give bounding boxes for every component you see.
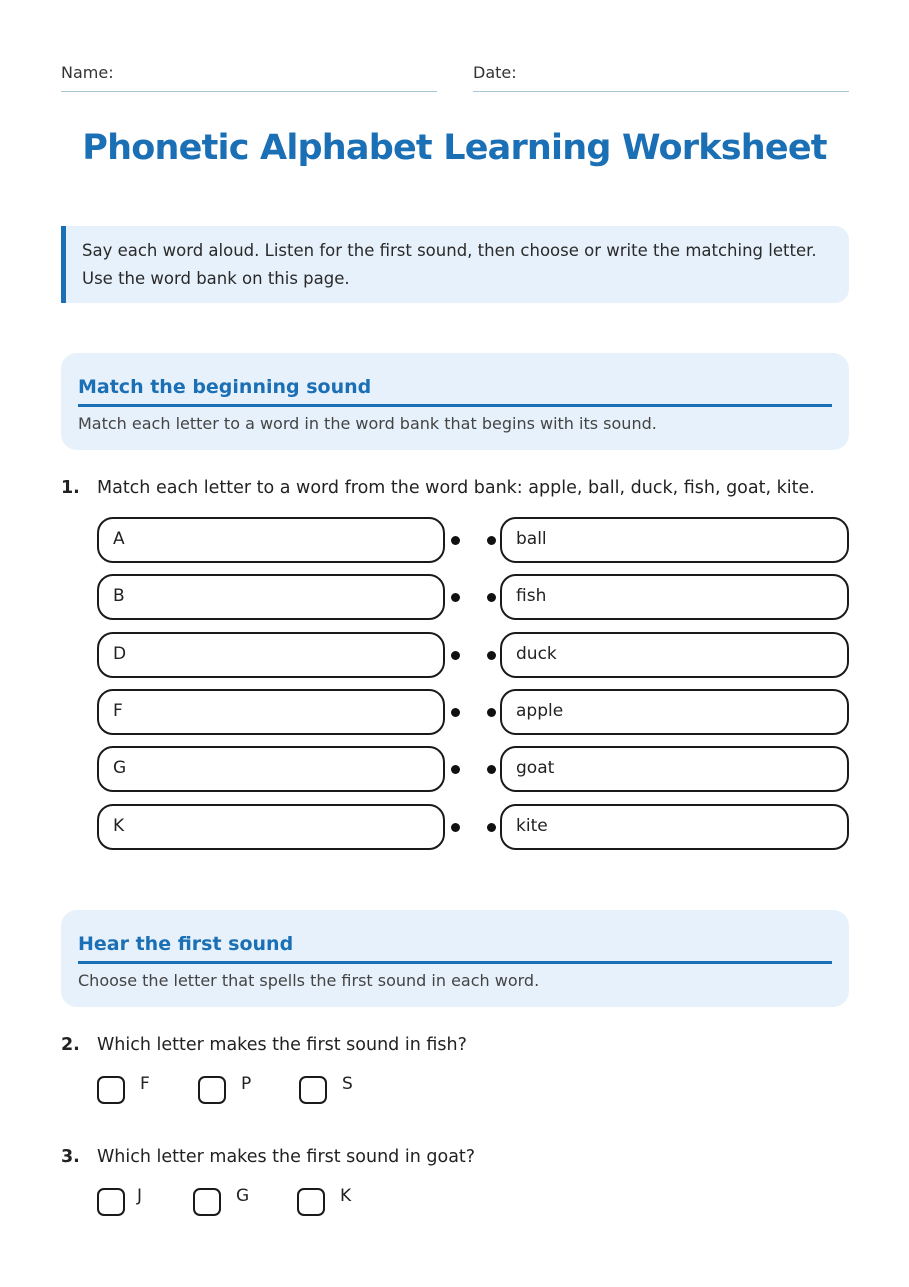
- connector-dot-left[interactable]: [451, 765, 460, 774]
- option-label: P: [241, 1074, 252, 1094]
- section-description: Choose the letter that spells the first sound in each word.: [78, 971, 540, 990]
- checkbox[interactable]: [198, 1076, 226, 1104]
- question-2: [61, 1035, 467, 1055]
- match-right-item[interactable]: apple: [500, 689, 849, 735]
- question-text: Match each letter to a word from the word bank: apple, ball, duck, fish, goat, kite.: [97, 478, 815, 498]
- connector-dot-right[interactable]: [487, 765, 496, 774]
- checkbox[interactable]: [299, 1076, 327, 1104]
- question-number: 3.: [61, 1147, 80, 1167]
- checkbox[interactable]: [297, 1188, 325, 1216]
- question-number: 1.: [61, 478, 80, 498]
- connector-dot-right[interactable]: [487, 823, 496, 832]
- match-left-item[interactable]: D: [97, 632, 445, 678]
- option-label: F: [140, 1074, 150, 1094]
- match-row: [0, 517, 909, 565]
- section-title: Hear the first sound: [78, 927, 832, 964]
- section-description: Match each letter to a word in the word bank that begins with its sound.: [78, 414, 657, 433]
- question-text: Which letter makes the first sound in goat?: [97, 1147, 476, 1167]
- match-right-item[interactable]: goat: [500, 746, 849, 792]
- connector-dot-left[interactable]: [451, 536, 460, 545]
- section-header-match: [61, 353, 849, 450]
- match-row: [0, 574, 909, 622]
- instructions-box: [61, 226, 849, 303]
- connector-dot-left[interactable]: [451, 823, 460, 832]
- match-row: [0, 632, 909, 680]
- match-left-item[interactable]: B: [97, 574, 445, 620]
- connector-dot-right[interactable]: [487, 651, 496, 660]
- name-field[interactable]: [61, 60, 437, 92]
- section-title: Match the beginning sound: [78, 370, 832, 407]
- question-text: Which letter makes the first sound in fish?: [97, 1035, 467, 1055]
- match-row: [0, 746, 909, 794]
- match-left-item[interactable]: F: [97, 689, 445, 735]
- section-header-first-sound: [61, 910, 849, 1007]
- checkbox[interactable]: [97, 1076, 125, 1104]
- connector-dot-right[interactable]: [487, 708, 496, 717]
- match-right-item[interactable]: kite: [500, 804, 849, 850]
- connector-dot-left[interactable]: [451, 708, 460, 717]
- connector-dot-left[interactable]: [451, 593, 460, 602]
- match-left-item[interactable]: G: [97, 746, 445, 792]
- match-row: [0, 689, 909, 737]
- connector-dot-left[interactable]: [451, 651, 460, 660]
- checkbox[interactable]: [193, 1188, 221, 1216]
- connector-dot-right[interactable]: [487, 536, 496, 545]
- option-label: J: [137, 1186, 143, 1206]
- instructions-line-2: Use the word bank on this page.: [82, 269, 350, 288]
- name-label: Name:: [61, 63, 114, 82]
- option-label: S: [342, 1074, 353, 1094]
- instructions-line-1: Say each word aloud. Listen for the first sound, then choose or write the matching letter.: [82, 241, 817, 260]
- match-row: [0, 804, 909, 852]
- date-field[interactable]: [473, 60, 849, 92]
- date-label: Date:: [473, 63, 517, 82]
- match-right-item[interactable]: duck: [500, 632, 849, 678]
- page-title: Phonetic Alphabet Learning Worksheet: [82, 128, 827, 168]
- match-right-item[interactable]: fish: [500, 574, 849, 620]
- question-number: 2.: [61, 1035, 80, 1055]
- option-label: G: [236, 1186, 250, 1206]
- option-label: K: [340, 1186, 352, 1206]
- question-1: [61, 478, 815, 498]
- match-left-item[interactable]: A: [97, 517, 445, 563]
- checkbox[interactable]: [97, 1188, 125, 1216]
- match-right-item[interactable]: ball: [500, 517, 849, 563]
- match-left-item[interactable]: K: [97, 804, 445, 850]
- connector-dot-right[interactable]: [487, 593, 496, 602]
- question-3: [61, 1147, 475, 1167]
